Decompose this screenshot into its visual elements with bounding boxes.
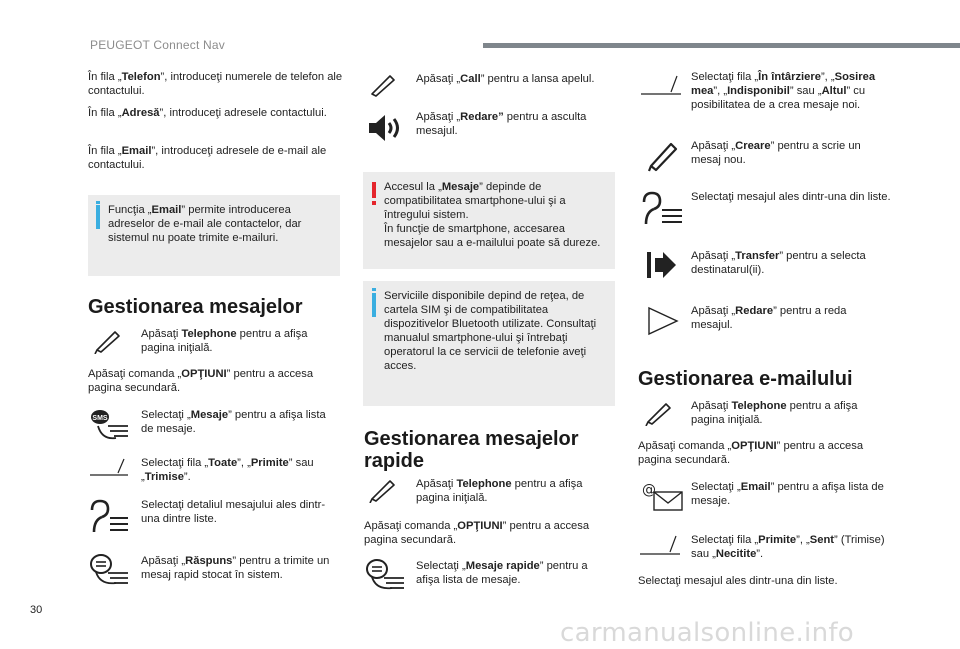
header-title: PEUGEOT Connect Nav — [90, 38, 225, 52]
info-icon-dot — [96, 201, 100, 204]
transfer-arrow-icon — [645, 250, 679, 280]
note-text: Funcţia „Email” permite introducerea adreselor de e-mail ale contactelor, dar sistemul nu poate trimite e-mailuri. — [108, 204, 302, 244]
paragraph-email: În fila „Email”, introduceţi adresele de e-mail ale contactului. — [88, 145, 327, 171]
step-telephone-2: Apăsaţi Telephone pentru a afişa pagina iniţială. — [416, 478, 583, 504]
svg-text:SMS: SMS — [92, 415, 108, 422]
watermark: carmanualsonline.info — [560, 618, 855, 648]
pen-icon — [366, 477, 400, 503]
heading-gestionarea-mesajelor: Gestionarea mesajelor — [88, 296, 303, 318]
tab-underline-icon — [88, 455, 130, 477]
step-transfer: Apăsaţi „Transfer” pentru a selecta destinatarul(ii). — [691, 250, 866, 276]
info-box-services — [363, 281, 615, 406]
warning-icon — [372, 182, 376, 198]
warning-box — [363, 172, 615, 269]
step-mesaje-rapide: Selectaţi „Mesaje rapide” pentru a afişa lista de mesaje. — [416, 560, 588, 586]
speaker-icon — [366, 112, 406, 144]
step-tab-intarziere: Selectaţi fila „În întârziere”, „Sosirea mea”, „Indisponibil” sau „Altul” cu posibilitatea de a crea mesaje noi. — [691, 71, 876, 111]
step-redare-1: Apăsaţi „Redare” pentru a asculta mesajul. — [416, 111, 587, 137]
email-list-icon — [640, 480, 684, 514]
phone-call-icon — [366, 72, 400, 98]
step-optiuni-1: Apăsaţi comanda „OPŢIUNI” pentru a accesa pagina secundară. — [88, 368, 314, 394]
pen-icon — [91, 328, 125, 354]
pen-icon — [645, 138, 681, 172]
step-raspuns: Apăsaţi „Răspuns” pentru a trimite un mesaj rapid stocat în sistem. — [141, 555, 330, 581]
info-icon — [372, 293, 376, 317]
svg-text:@: @ — [642, 482, 656, 498]
step-telephone-1: Apăsaţi Telephone pentru a afişa pagina iniţială. — [141, 328, 308, 354]
step-email: Selectaţi „Email” pentru a afişa lista de mesaje. — [691, 481, 884, 507]
step-detaliu-mesaj: Selectaţi detaliul mesajului ales dintr-una dintre liste. — [141, 499, 326, 525]
step-creare: Apăsaţi „Creare” pentru a scrie un mesaj nou. — [691, 140, 861, 166]
warning-icon-dot — [372, 201, 376, 205]
step-select-mesaj: Selectaţi mesajul ales dintr-una din liste. — [691, 191, 891, 203]
step-tab-primite: Selectaţi fila „Primite”, „Sent” (Trimise) sau „Necitite”. — [691, 534, 885, 560]
person-list-icon — [88, 498, 130, 536]
tab-underline-icon — [639, 72, 683, 96]
step-telephone-3: Apăsaţi Telephone pentru a afişa pagina iniţială. — [691, 400, 858, 426]
header-bar — [483, 43, 960, 48]
step-optiuni-3: Apăsaţi comanda „OPŢIUNI” pentru a accesa pagina secundară. — [638, 440, 864, 466]
info-icon — [96, 205, 100, 229]
step-optiuni-2: Apăsaţi comanda „OPŢIUNI” pentru a accesa pagina secundară. — [364, 520, 590, 546]
page-number: 30 — [30, 604, 43, 616]
paragraph-adresa: În fila „Adresă”, introduceţi adresele contactului. — [88, 107, 327, 119]
sms-list-icon — [88, 408, 130, 442]
step-call: Apăsaţi „Call” pentru a lansa apelul. — [416, 73, 595, 85]
heading-email: Gestionarea e-mailului — [638, 368, 853, 390]
heading-mesaje-rapide: Gestionarea mesajelor rapide — [364, 428, 579, 472]
warning-text: Accesul la „Mesaje” depinde de compatibilitatea smartphone-ului şi a întregului sistem. În funcţie de smartphone, accesarea mesajelor sau a e-mailului poate să dureze. — [384, 181, 601, 249]
step-mesaje: Selectaţi „Mesaje” pentru a afişa lista de mesaje. — [141, 409, 326, 435]
play-triangle-icon — [646, 306, 680, 336]
step-select-mesaj-email: Selectaţi mesajul ales dintr-una din liste. — [638, 575, 838, 587]
person-list-icon — [640, 190, 684, 228]
info-text: Serviciile disponibile depind de reţea, de cartela SIM şi de compatibilitatea dispozitivelor Bluetooth utilizate. Consultaţi manualul smartphone-ului şi întrebaţi operatorul la ce servicii de telefonie aveţi acces. — [384, 290, 597, 372]
step-redare-2: Apăsaţi „Redare” pentru a reda mesajul. — [691, 305, 847, 331]
pen-icon — [642, 400, 676, 426]
reply-list-icon — [364, 558, 406, 592]
paragraph-telefon: În fila „Telefon”, introduceţi numerele de telefon ale contactului. — [88, 71, 343, 97]
info-icon-dot — [372, 288, 376, 291]
reply-list-icon — [88, 553, 130, 587]
step-tab-toate: Selectaţi fila „Toate”, „Primite” sau „Trimise”. — [141, 457, 314, 483]
tab-underline-icon — [638, 532, 682, 556]
note-box-email — [88, 195, 340, 276]
